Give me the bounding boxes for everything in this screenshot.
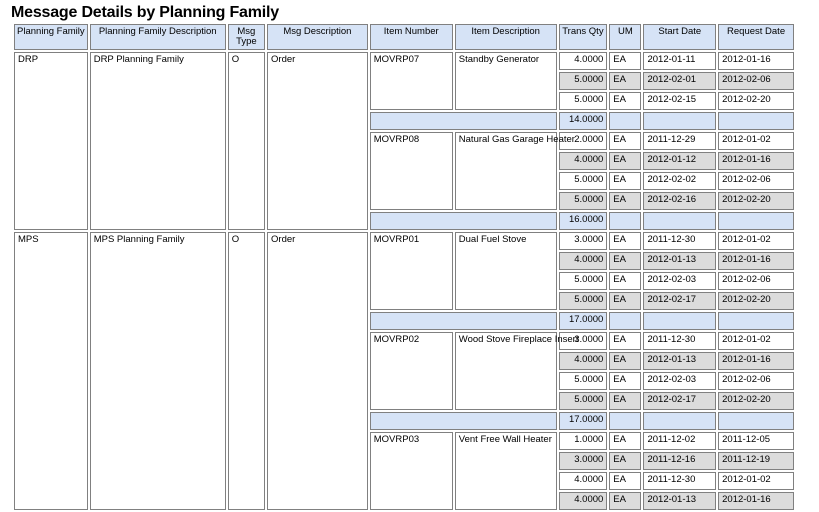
trans-qty: 5.0000: [559, 292, 608, 310]
unit-of-measure: EA: [609, 432, 641, 450]
subtotal-start-empty: [643, 412, 716, 430]
request-date: 2012-01-02: [718, 232, 794, 250]
unit-of-measure: EA: [609, 72, 641, 90]
request-date: 2012-02-20: [718, 392, 794, 410]
trans-qty: 1.0000: [559, 432, 608, 450]
request-date: 2012-01-02: [718, 332, 794, 350]
request-date: 2012-01-16: [718, 252, 794, 270]
start-date: 2011-12-30: [643, 232, 716, 250]
trans-qty: 3.0000: [559, 232, 608, 250]
col-header-um[interactable]: UM: [609, 24, 641, 50]
subtotal-qty: 17.0000: [559, 412, 608, 430]
subtotal-start-empty: [643, 312, 716, 330]
unit-of-measure: EA: [609, 92, 641, 110]
subtotal-request-empty: [718, 212, 794, 230]
report-title: Message Details by Planning Family: [11, 4, 279, 21]
start-date: 2012-02-16: [643, 192, 716, 210]
trans-qty: 5.0000: [559, 172, 608, 190]
trans-qty: 4.0000: [559, 152, 608, 170]
request-date: 2012-01-16: [718, 152, 794, 170]
unit-of-measure: EA: [609, 52, 641, 70]
subtotal-qty: 17.0000: [559, 312, 608, 330]
start-date: 2011-12-29: [643, 132, 716, 150]
message-details-table: [12, 22, 796, 512]
request-date: 2012-02-20: [718, 92, 794, 110]
unit-of-measure: EA: [609, 172, 641, 190]
item-description: Wood Stove Fireplace Insert: [455, 332, 557, 410]
start-date: 2011-12-16: [643, 452, 716, 470]
col-header-item-description[interactable]: Item Description: [455, 24, 557, 50]
subtotal-start-empty: [643, 112, 716, 130]
unit-of-measure: EA: [609, 232, 641, 250]
item-description: Dual Fuel Stove: [455, 232, 557, 310]
start-date: 2011-12-30: [643, 332, 716, 350]
table-row: [14, 52, 794, 70]
subtotal-spacer: [370, 212, 557, 230]
trans-qty: 5.0000: [559, 72, 608, 90]
start-date: 2012-02-17: [643, 392, 716, 410]
request-date: 2012-02-06: [718, 372, 794, 390]
request-date: 2011-12-05: [718, 432, 794, 450]
subtotal-qty: 14.0000: [559, 112, 608, 130]
subtotal-spacer: [370, 312, 557, 330]
unit-of-measure: EA: [609, 132, 641, 150]
item-number: MOVRP02: [370, 332, 453, 410]
trans-qty: 3.0000: [559, 452, 608, 470]
trans-qty: 4.0000: [559, 352, 608, 370]
request-date: 2012-01-02: [718, 132, 794, 150]
start-date: 2012-02-15: [643, 92, 716, 110]
col-header-trans-qty[interactable]: Trans Qty: [559, 24, 608, 50]
col-header-planning-family-description[interactable]: Planning Family Description: [90, 24, 226, 50]
item-description: Standby Generator: [455, 52, 557, 110]
trans-qty: 4.0000: [559, 52, 608, 70]
unit-of-measure: EA: [609, 292, 641, 310]
msg-type: O: [228, 232, 265, 510]
subtotal-spacer: [370, 112, 557, 130]
start-date: 2012-01-13: [643, 252, 716, 270]
start-date: 2012-01-13: [643, 352, 716, 370]
msg-type: O: [228, 52, 265, 230]
subtotal-request-empty: [718, 112, 794, 130]
trans-qty: 5.0000: [559, 372, 608, 390]
start-date: 2012-02-01: [643, 72, 716, 90]
start-date: 2012-02-17: [643, 292, 716, 310]
trans-qty: 4.0000: [559, 492, 608, 510]
table-row: [14, 232, 794, 250]
item-description: Vent Free Wall Heater: [455, 432, 557, 510]
col-header-item-number[interactable]: Item Number: [370, 24, 453, 50]
unit-of-measure: EA: [609, 152, 641, 170]
unit-of-measure: EA: [609, 372, 641, 390]
unit-of-measure: EA: [609, 492, 641, 510]
subtotal-qty: 16.0000: [559, 212, 608, 230]
request-date: 2011-12-19: [718, 452, 794, 470]
item-number: MOVRP08: [370, 132, 453, 210]
request-date: 2012-01-16: [718, 52, 794, 70]
planning-family-description: MPS Planning Family: [90, 232, 226, 510]
start-date: 2012-02-02: [643, 172, 716, 190]
col-header-start-date[interactable]: Start Date: [643, 24, 716, 50]
subtotal-request-empty: [718, 412, 794, 430]
msg-description: Order: [267, 52, 368, 230]
request-date: 2012-02-06: [718, 72, 794, 90]
col-header-request-date[interactable]: Request Date: [718, 24, 794, 50]
request-date: 2012-01-02: [718, 472, 794, 490]
item-description: Natural Gas Garage Heater: [455, 132, 557, 210]
col-header-msg-description[interactable]: Msg Description: [267, 24, 368, 50]
trans-qty: 3.0000: [559, 332, 608, 350]
unit-of-measure: EA: [609, 332, 641, 350]
subtotal-um-empty: [609, 112, 641, 130]
start-date: 2012-01-13: [643, 492, 716, 510]
subtotal-request-empty: [718, 312, 794, 330]
request-date: 2012-01-16: [718, 352, 794, 370]
request-date: 2012-02-20: [718, 292, 794, 310]
start-date: 2012-02-03: [643, 372, 716, 390]
planning-family-code: MPS: [14, 232, 88, 510]
unit-of-measure: EA: [609, 352, 641, 370]
trans-qty: 5.0000: [559, 192, 608, 210]
unit-of-measure: EA: [609, 472, 641, 490]
unit-of-measure: EA: [609, 192, 641, 210]
request-date: 2012-02-06: [718, 172, 794, 190]
request-date: 2012-02-06: [718, 272, 794, 290]
trans-qty: 5.0000: [559, 392, 608, 410]
trans-qty: 2.0000: [559, 132, 608, 150]
unit-of-measure: EA: [609, 272, 641, 290]
col-header-msg-type[interactable]: Msg Type: [228, 24, 265, 50]
start-date: 2012-01-11: [643, 52, 716, 70]
trans-qty: 4.0000: [559, 252, 608, 270]
subtotal-start-empty: [643, 212, 716, 230]
subtotal-spacer: [370, 412, 557, 430]
subtotal-um-empty: [609, 412, 641, 430]
unit-of-measure: EA: [609, 252, 641, 270]
table-body: [14, 52, 794, 510]
trans-qty: 5.0000: [559, 272, 608, 290]
start-date: 2011-12-30: [643, 472, 716, 490]
request-date: 2012-01-16: [718, 492, 794, 510]
item-number: MOVRP03: [370, 432, 453, 510]
subtotal-um-empty: [609, 312, 641, 330]
subtotal-um-empty: [609, 212, 641, 230]
request-date: 2012-02-20: [718, 192, 794, 210]
trans-qty: 5.0000: [559, 92, 608, 110]
start-date: 2012-01-12: [643, 152, 716, 170]
start-date: 2011-12-02: [643, 432, 716, 450]
start-date: 2012-02-03: [643, 272, 716, 290]
col-header-planning-family[interactable]: Planning Family: [14, 24, 88, 50]
planning-family-code: DRP: [14, 52, 88, 230]
planning-family-description: DRP Planning Family: [90, 52, 226, 230]
trans-qty: 4.0000: [559, 472, 608, 490]
item-number: MOVRP07: [370, 52, 453, 110]
unit-of-measure: EA: [609, 452, 641, 470]
header-row: [14, 24, 794, 50]
unit-of-measure: EA: [609, 392, 641, 410]
msg-description: Order: [267, 232, 368, 510]
item-number: MOVRP01: [370, 232, 453, 310]
